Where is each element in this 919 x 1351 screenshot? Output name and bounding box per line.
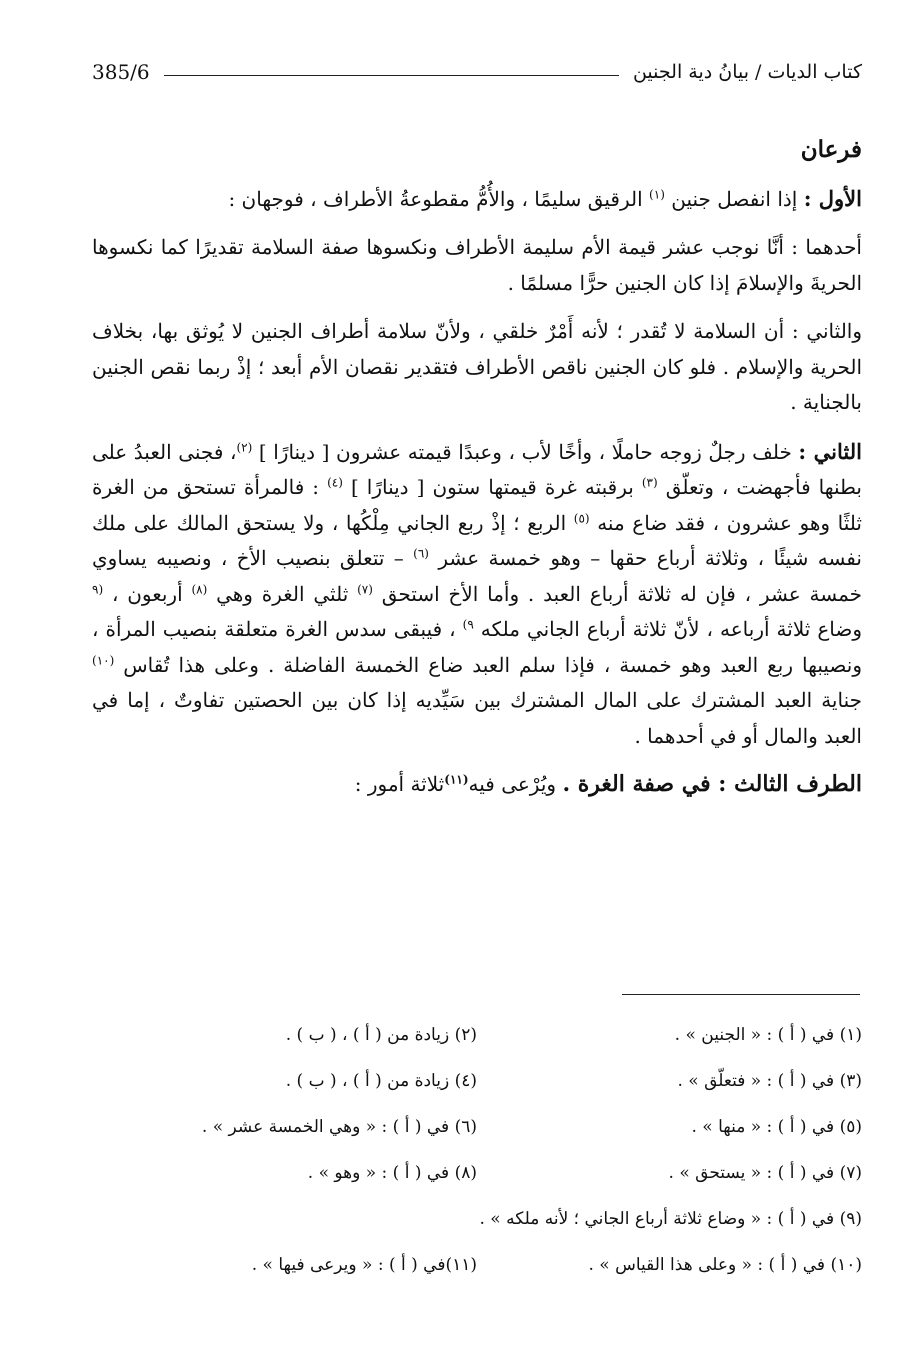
text-run: إذا انفصل جنين — [664, 186, 804, 211]
footnote-row — [92, 1242, 862, 1288]
footnote-ref-1: (١) — [649, 186, 665, 201]
second-opinion-paragraph: والثاني : أن السلامة لا تُقدر ؛ لأنه أَمْرٌ خلقي ، ولأنّ سلامة أطراف الجنين لا يُوثق بها، بخلاف الحرية والإسلام . فلو كان الجنين ناقص الأطراف فتقدير نقصان الأم أبعد ؛ إذْ ربما نقص الجنين بالجناية . — [92, 319, 862, 414]
text-run: – تتعلق بنصيب الأخ ، ونصيبه يساوي خمسة عشر ، فإن له ثلاثة أرباع العبد . وأما الأخ استحق — [92, 546, 863, 606]
footnote-ref-5: (٥) — [573, 510, 590, 525]
text-run: ثلثي الغرة وهي — [207, 581, 358, 606]
footnote-ref-7: (٧) — [357, 581, 373, 596]
branch-one-paragraph — [92, 181, 862, 218]
footnote-5: (٥) في ( أ ) : « منها » . — [691, 1117, 862, 1137]
footnote-ref-4: (٤) — [327, 475, 343, 490]
branch-two-lead: الثاني : — [798, 438, 862, 464]
footnote-ref-3: (٣) — [641, 475, 658, 490]
third-part-heading — [92, 767, 862, 803]
footnote-separator — [622, 994, 860, 995]
footnote-4: (٤) زيادة من ( أ ) ، ( ب ) . — [285, 1071, 477, 1091]
footnote-ref-6: (٦) — [413, 546, 429, 561]
footnote-row — [92, 1058, 862, 1104]
text-run: الرقيق سليمًا ، والأُمُّ مقطوعةُ الأطراف ، فوجهان : — [228, 186, 650, 211]
footnote-ref-9-close: ٩) — [462, 617, 474, 632]
section-title: فرعان — [800, 136, 862, 163]
running-title: كتاب الديات / بيانُ دية الجنين — [632, 61, 862, 83]
third-part-label: الطرف الثالث : في صفة الغرة . — [562, 771, 862, 797]
branch-one-lead: الأول : — [803, 185, 862, 211]
page-header — [92, 52, 862, 92]
branch-two-paragraph — [92, 434, 862, 755]
footnote-6: (٦) في ( أ ) : « وهي الخمسة عشر » . — [201, 1117, 477, 1137]
text-run: برقبته غرة قيمتها ستون [ دينارًا ] — [342, 475, 642, 499]
text-run: : فالمرأة تستحق من الغرة ثلثًا وهو عشرون ، فقد ضاع منه — [92, 475, 862, 535]
footnote-ref-9-open: (٩ — [92, 581, 104, 596]
text-run: ، فيبقى سدس الغرة متعلقة بنصيب المرأة ، ونصيبها ربع العبد وهو خمسة ، فإذا سلم العبد ضاع الخمسة الفاضلة . وعلى هذا تُقاس — [92, 617, 862, 677]
text-run: ، فجنى العبدُ على بطنها فأجهضت ، وتعلّق — [92, 439, 862, 499]
first-opinion-paragraph: أحدهما : أنَّا نوجب عشر قيمة الأم سليمة الأطراف ونكسوها صفة السلامة تقديرًا كما نكسوها الحريةَ والإسلامَ إذا كان الجنين حرًّا مسلمًا . — [92, 235, 862, 295]
footnote-9: (٩) في ( أ ) : « وضاع ثلاثة أرباع الجاني ؛ لأنه ملكه » . — [479, 1209, 862, 1229]
footnote-8: (٨) في ( أ ) : « وهو » . — [307, 1163, 477, 1183]
footnote-10: (١٠) في ( أ ) : « وعلى هذا القياس » . — [588, 1255, 862, 1275]
text-run: وضاع ثلاثة أرباعه ، لأنّ ثلاثة أرباع الجاني ملكه — [473, 617, 863, 641]
footnotes — [92, 1012, 862, 1288]
footnote-7: (٧) في ( أ ) : « يستحق » . — [668, 1163, 862, 1183]
main-text — [92, 132, 862, 816]
text-run: خلف رجلٌ زوجه حاملًا ، وأخًا لأب ، وعبدًا قيمته عشرون [ دينارًا ] — [252, 439, 799, 464]
footnote-ref-8: (٨) — [191, 581, 208, 596]
footnote-11: (١١)في ( أ ) : « ويرعى فيها » . — [251, 1255, 477, 1275]
text-run: ثلاثة أمور : — [354, 772, 445, 796]
footnote-2: (٢) زيادة من ( أ ) ، ( ب ) . — [285, 1025, 477, 1045]
footnote-row — [92, 1104, 862, 1150]
text-run: الربع ؛ إذْ ربع الجاني مِلْكُها ، ولا يستحق المالك على ملك نفسه شيئًا ، وثلاثة أرباع حقها – وهو خمسة عشر — [92, 510, 862, 570]
page-number: 385/6 — [92, 60, 150, 84]
header-rule — [164, 75, 619, 76]
footnote-ref-2: (٢) — [236, 439, 253, 454]
text-run: جناية العبد المشترك على المال المشترك بين سَيِّديه إذا كان بين الحصتين تفاوتٌ ، إما في العبد والمال أو في أحدهما . — [92, 688, 862, 748]
footnote-1: (١) في ( أ ) : « الجنين » . — [674, 1025, 862, 1045]
footnote-ref-11: (١١) — [444, 772, 469, 787]
footnote-3: (٣) في ( أ ) : « فتعلّق » . — [677, 1071, 862, 1091]
footnote-ref-10: (١٠) — [92, 652, 115, 667]
text-run: أربعون ، — [103, 581, 192, 606]
footnote-row — [92, 1150, 862, 1196]
text-run: ويُرْعى فيه — [468, 772, 563, 796]
footnote-row — [92, 1012, 862, 1058]
footnote-row — [92, 1196, 862, 1242]
